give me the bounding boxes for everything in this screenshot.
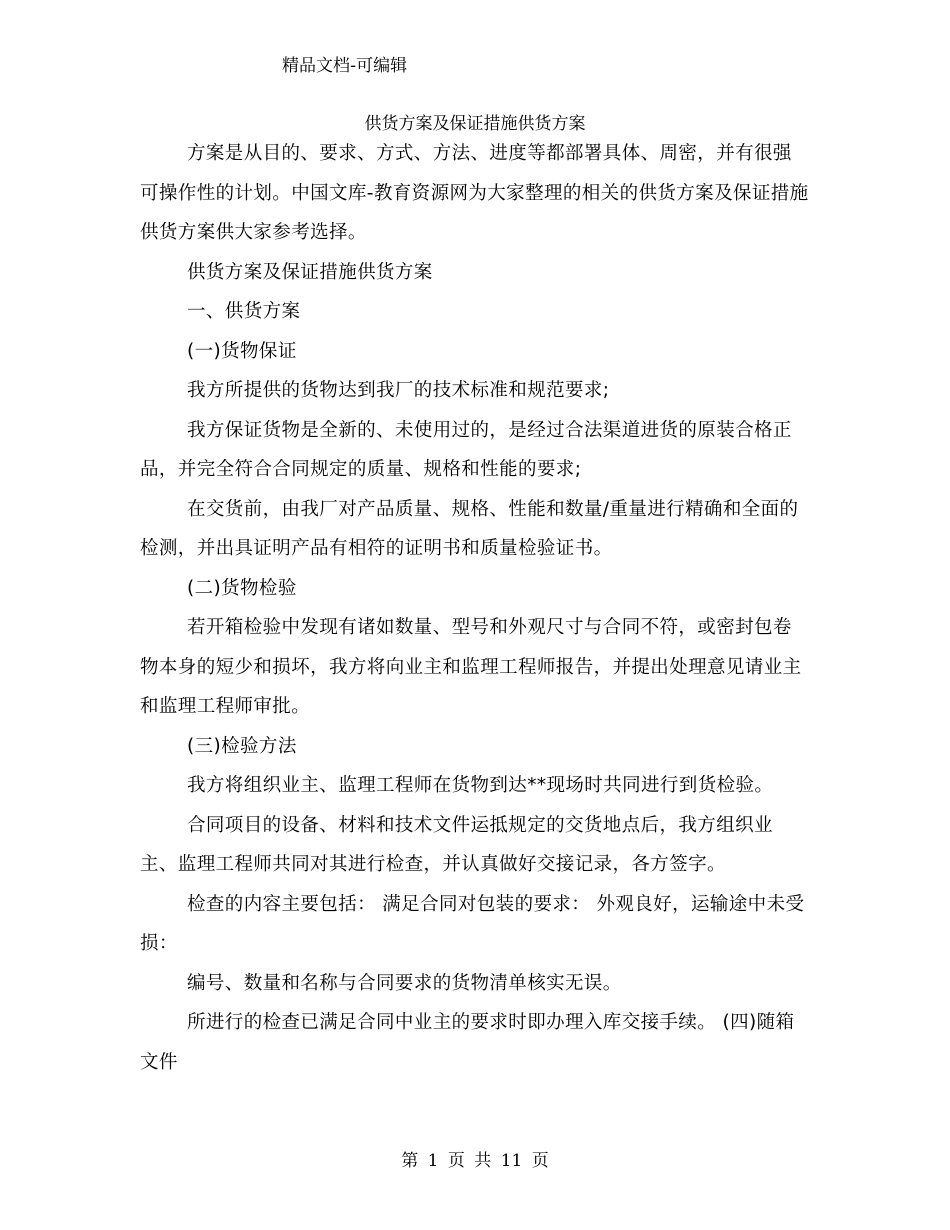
paragraph: 合同项目的设备、材料和技术文件运抵规定的交货地点后，我方组织业主、监理工程师共同对其进行检查，并认真做好交接记录，各方签字。 (140, 814, 773, 875)
paragraph: 在交货前，由我厂对产品质量、规格、性能和数量/重量进行精确和全面的检测，并出具证明产品有相符的证明书和质量检验证书。 (140, 498, 799, 559)
paragraph: 若开箱检验中发现有诸如数量、型号和外观尺寸与合同不符，或密封包卷物本身的短少和损坏，我方将向业主和监理工程师报告，并提出处理意见请业主和监理工程师审批。 (140, 617, 802, 717)
paragraph-subtitle: 供货方案及保证措施供货方案 (187, 261, 433, 283)
document-body (140, 134, 810, 1082)
header-label: 精品文档-可编辑 (282, 56, 408, 76)
paragraph: 我方保证货物是全新的、未使用过的，是经过合法渠道进货的原装合格正品，并完全符合合同规定的质量、规格和性能的要求; (140, 419, 792, 480)
subsection-heading-goods-guarantee: (一)货物保证 (187, 340, 297, 362)
document-title: 供货方案及保证措施供货方案 (364, 114, 586, 134)
paragraph: 编号、数量和名称与合同要求的货物清单核实无误。 (187, 972, 622, 994)
subsection-heading-inspection-method: (三)检验方法 (187, 735, 297, 757)
subsection-heading-goods-inspection: (二)货物检验 (187, 577, 297, 599)
paragraph: 所进行的检查已满足合同中业主的要求时即办理入库交接手续。 (四)随箱文件 (140, 1012, 795, 1073)
paragraph: 检查的内容主要包括： 满足合同对包装的要求： 外观良好，运输途中未受损： (140, 893, 805, 954)
paragraph: 我方将组织业主、监理工程师在货物到达**现场时共同进行到货检验。 (187, 775, 774, 796)
paragraph-intro: 方案是从目的、要求、方式、方法、进度等都部署具体、周密，并有很强可操作性的计划。中国文库-教育资源网为大家整理的相关的供货方案及保证措施供货方案供大家参考选择。 (140, 143, 809, 243)
section-heading-supply-plan: 一、供货方案 (187, 301, 301, 322)
paragraph: 我方所提供的货物达到我厂的技术标准和规范要求; (187, 380, 610, 401)
page-indicator: 第 1 页 共 11 页 (401, 1151, 549, 1171)
